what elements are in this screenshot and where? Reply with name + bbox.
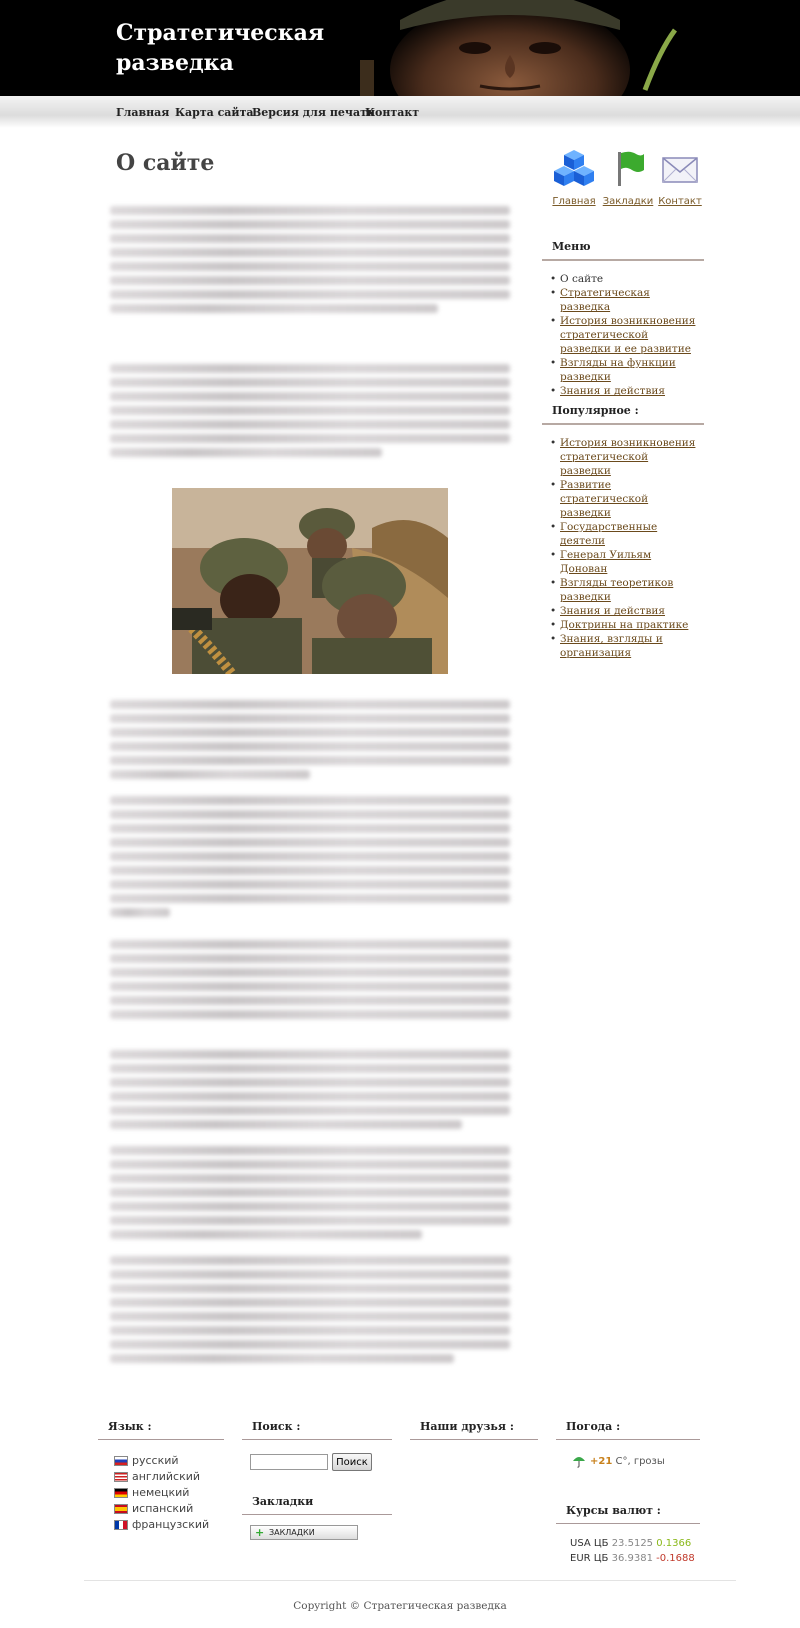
language-russian[interactable]: русский (114, 1454, 179, 1469)
nav-home[interactable]: Главная (116, 106, 170, 119)
sidebar-item-about: • О сайте (550, 272, 700, 286)
header-soldier-image (360, 0, 720, 96)
currency-row-usd: USA ЦБ 23.5125 0.1366 (570, 1538, 692, 1549)
sidebar-popular-heading: Популярное : (542, 404, 704, 425)
popular-item[interactable]: • Знания и действия (550, 604, 700, 618)
popular-item[interactable]: • История возникновения стратегической разведки (550, 436, 700, 478)
nav-sitemap[interactable]: Карта сайта (175, 106, 254, 119)
quick-links (548, 148, 708, 218)
bookmarks-heading: Закладки (242, 1495, 392, 1515)
quick-link-bookmarks[interactable] (602, 148, 654, 207)
friends-heading: Наши друзья : (410, 1420, 538, 1440)
nav-print-version[interactable]: Версия для печати (252, 106, 376, 119)
umbrella-icon (572, 1454, 586, 1468)
quick-link-home[interactable] (548, 148, 600, 207)
spain-flag-icon (114, 1504, 128, 1514)
blurred-paragraph (110, 940, 510, 1024)
green-flag-icon (608, 148, 648, 188)
popular-item[interactable]: • Знания, взгляды и организация (550, 632, 700, 660)
bookmarks-button[interactable]: + ЗАКЛАДКИ (250, 1525, 358, 1540)
top-nav (0, 96, 800, 128)
germany-flag-icon (114, 1488, 128, 1498)
blurred-paragraph (110, 1256, 510, 1368)
language-heading: Язык : (98, 1420, 224, 1440)
popular-item[interactable]: • Доктрины на практике (550, 618, 700, 632)
search-button[interactable]: Поиск (332, 1453, 372, 1471)
france-flag-icon (114, 1520, 128, 1530)
language-german[interactable]: немецкий (114, 1486, 189, 1501)
currency-row-eur: EUR ЦБ 36.9381 -0.1688 (570, 1553, 695, 1564)
popular-item[interactable]: • Взгляды теоретиков разведки (550, 576, 700, 604)
popular-item[interactable]: • Развитие стратегической разведки (550, 478, 700, 520)
weather-heading: Погода : (556, 1420, 700, 1440)
sidebar-popular-list (550, 436, 700, 660)
language-spanish[interactable]: испанский (114, 1502, 193, 1517)
quick-link-label: Главная (552, 196, 596, 207)
blurred-paragraph (110, 796, 510, 922)
nav-contact[interactable]: Контакт (365, 106, 420, 119)
sidebar-item-strategic-intelligence[interactable]: • Стратегическая разведка (550, 286, 700, 314)
sidebar-item-functions[interactable]: • Взгляды на функции разведки (550, 356, 700, 384)
blurred-paragraph (110, 1146, 510, 1244)
blurred-paragraph (110, 206, 510, 318)
blurred-paragraph (110, 700, 510, 784)
weather-widget: +21 C°, грозы (572, 1454, 665, 1468)
soldiers-photo (172, 488, 448, 674)
popular-item[interactable]: • Генерал Уильям Донован (550, 548, 700, 576)
currency-heading: Курсы валют : (556, 1504, 700, 1524)
plus-icon: + (255, 1526, 265, 1539)
blurred-paragraph (110, 364, 510, 462)
russia-flag-icon (114, 1456, 128, 1466)
popular-item[interactable]: • Государственные деятели (550, 520, 700, 548)
sidebar-menu-heading: Меню (542, 240, 704, 261)
sidebar-item-knowledge[interactable]: • Знания и действия (550, 384, 700, 398)
search-heading: Поиск : (242, 1420, 392, 1440)
blurred-paragraph (110, 1050, 510, 1134)
language-french[interactable]: французский (114, 1518, 209, 1533)
quick-link-label: Контакт (658, 196, 702, 207)
usa-flag-icon (114, 1472, 128, 1482)
footer-divider (84, 1580, 736, 1581)
envelope-icon (660, 148, 700, 188)
sidebar-menu-list (550, 272, 700, 398)
language-english[interactable]: английский (114, 1470, 200, 1485)
quick-link-label: Закладки (602, 196, 654, 207)
site-header (0, 0, 800, 96)
search-input[interactable] (250, 1454, 328, 1470)
site-title[interactable]: Стратегическая разведка (116, 20, 325, 76)
copyright: Copyright © Стратегическая разведка (293, 1600, 507, 1612)
quick-link-contact[interactable] (654, 148, 706, 207)
sidebar-item-history[interactable]: • История возникновения стратегической разведки и ее развитие (550, 314, 700, 356)
blue-cubes-icon (554, 148, 594, 188)
page-title: О сайте (116, 150, 215, 176)
